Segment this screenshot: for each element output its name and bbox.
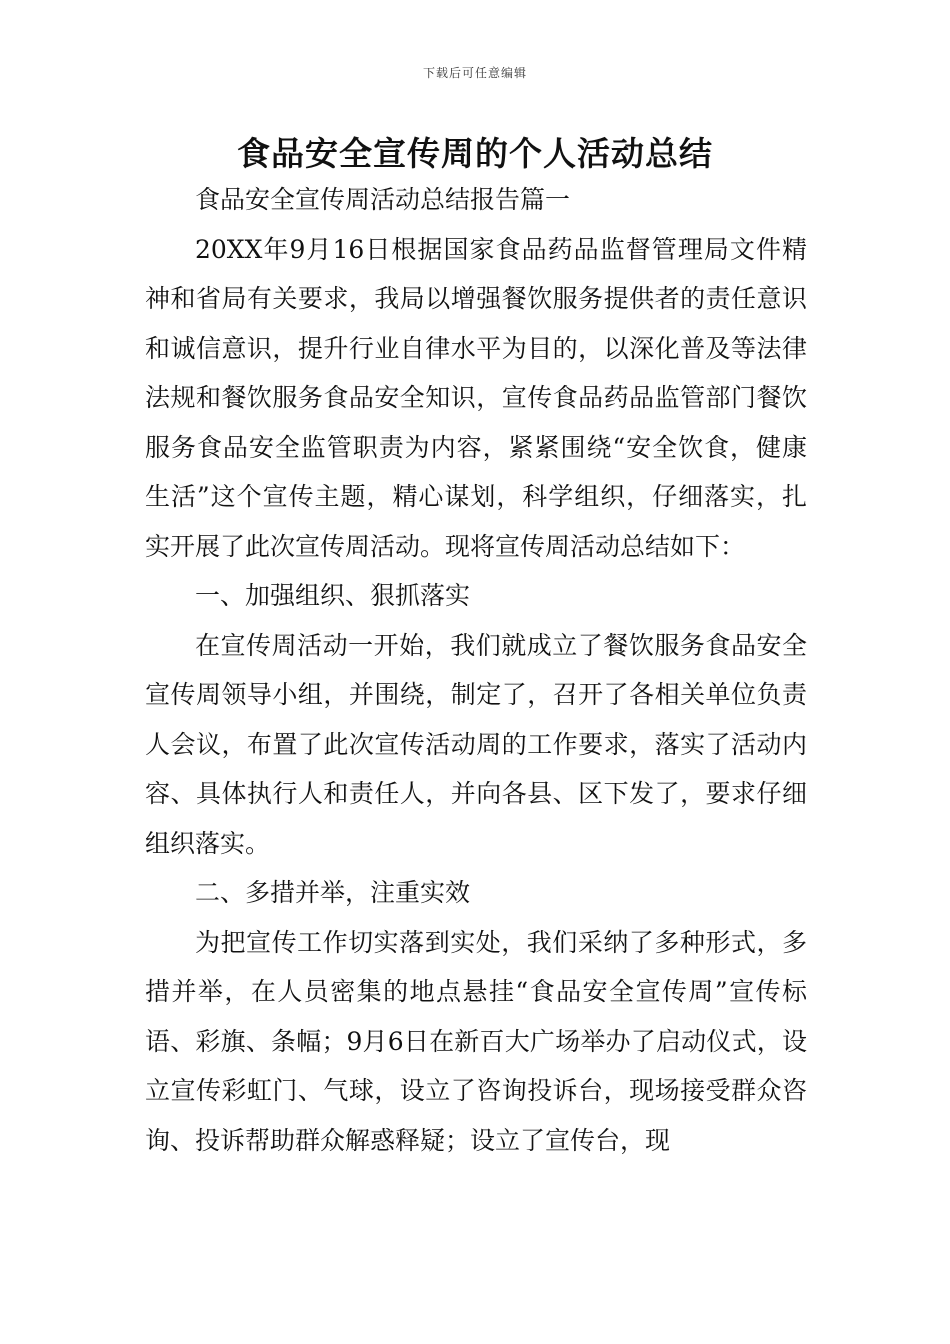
paragraph-measures: 为把宣传工作切实落到实处，我们采纳了多种形式，多措并举，在人员密集的地点悬挂“食品安全宣传周”宣传标语、彩旗、条幅；9月6日在新百大广场举办了启动仪式，设立宣传彩虹门、气球，设立了咨询投诉台，现场接受群众咨询、投诉帮助群众解惑释疑；设立了宣传台，现 xyxy=(145,927,807,1155)
document-subtitle: 食品安全宣传周活动总结报告篇一 xyxy=(195,185,571,214)
section-heading-2: 二、多措并举，注重实效 xyxy=(195,878,471,907)
document-title: 食品安全宣传周的个人活动总结 xyxy=(237,134,713,173)
paragraph-intro: 20XX年9月16日根据国家食品药品监督管理局文件精神和省局有关要求，我局以增强餐饮服务提供者的责任意识和诚信意识，提升行业自律水平为目的，以深化普及等法律法规和餐饮服务食品安全知识，宣传食品药品监管部门餐饮服务食品安全监管职责为内容，紧紧围绕“安全饮食，健康生活”这个宣传主题，精心谋划，科学组织，仔细落实，扎实开展了此次宣传周活动。现将宣传周活动总结如下： xyxy=(145,234,807,561)
paragraph-organization: 在宣传周活动一开始，我们就成立了餐饮服务食品安全宣传周领导小组，并围绕，制定了，召开了各相关单位负责人会议，布置了此次宣传活动周的工作要求，落实了活动内容、具体执行人和责任人，并向各县、区下发了，要求仔细组织落实。 xyxy=(145,630,807,858)
section-heading-1: 一、加强组织、狠抓落实 xyxy=(195,581,471,610)
document-body xyxy=(145,175,807,1165)
page-header-note: 下载后可任意编辑 xyxy=(422,66,527,80)
